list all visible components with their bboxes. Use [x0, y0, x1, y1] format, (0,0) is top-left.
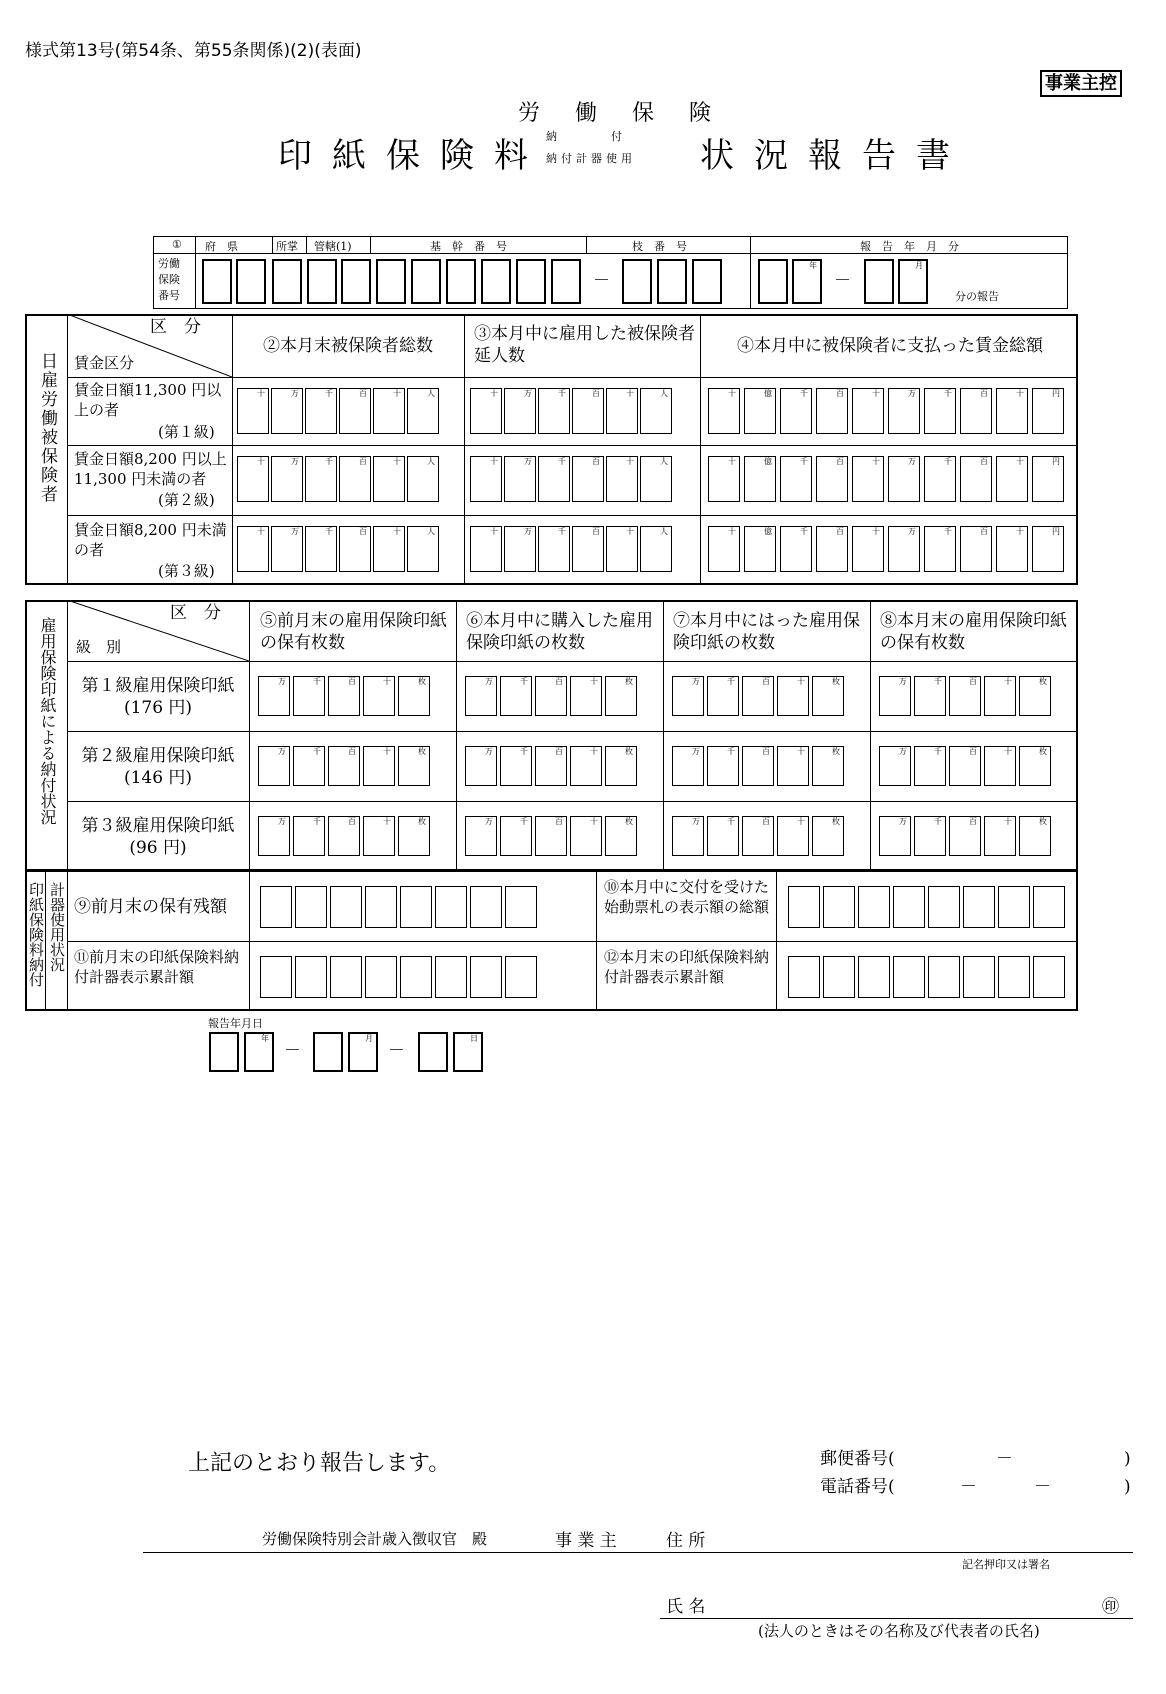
header-division: 区 分: [150, 317, 201, 337]
stamp-count-digit[interactable]: 万: [258, 746, 290, 786]
daily-side-label: 日雇労働被保険者: [37, 352, 57, 504]
seal-note: 記名押印又は署名: [962, 1558, 1050, 1571]
stamp-count-digit[interactable]: 十: [777, 816, 809, 856]
col8-header: ⑧本月末の雇用保険印紙の保有枚数: [880, 611, 1067, 654]
wage-total-digit[interactable]: 千: [924, 456, 956, 502]
stamp-row-price: (146 円): [123, 768, 193, 788]
employed-days-digit[interactable]: 百: [572, 388, 604, 434]
form-number: 様式第13号(第54条、第55条関係)(2)(表面): [25, 41, 362, 61]
meter-balance-digit[interactable]: [435, 886, 467, 928]
insured-count-digit[interactable]: 千: [305, 526, 337, 572]
item11-label: ⑪前月末の印紙保険料納付計器表示累計額: [74, 948, 240, 986]
header-grade: 級 別: [76, 638, 122, 656]
stamp-count-digit[interactable]: 百: [949, 816, 981, 856]
dash: －: [388, 1041, 405, 1061]
meter-balance-digit[interactable]: [470, 886, 502, 928]
stamp-count-digit[interactable]: 十: [363, 746, 395, 786]
meter-balance-digit[interactable]: [330, 886, 362, 928]
col6-header: ⑥本月中に購入した雇用保険印紙の枚数: [466, 611, 653, 654]
stamp-count-digit[interactable]: 百: [949, 746, 981, 786]
employed-days-digit[interactable]: 千: [538, 388, 570, 434]
employed-days-digit[interactable]: 十: [606, 456, 638, 502]
stamp-count-digit[interactable]: 千: [707, 746, 739, 786]
digit-box[interactable]: [551, 259, 581, 304]
insured-count-digit[interactable]: 万: [271, 456, 303, 502]
insured-count-digit[interactable]: 十: [237, 388, 269, 434]
wage-total-digit[interactable]: 十: [996, 456, 1028, 502]
title-main-right: 状況報告書: [700, 136, 970, 176]
meter-balance-digit[interactable]: [400, 886, 432, 928]
stamp-row-label: 第１級雇用保険印紙: [81, 676, 235, 696]
wage-total-digit[interactable]: 十: [996, 388, 1028, 434]
digit-box[interactable]: [516, 259, 546, 304]
dash: －: [593, 271, 610, 291]
name-line: [660, 1618, 1133, 1619]
stamp-row-price: (176 円): [123, 698, 193, 718]
stamp-count-digit[interactable]: 百: [328, 816, 360, 856]
stamp-count-digit[interactable]: 百: [742, 816, 774, 856]
report-month-box[interactable]: 月: [348, 1032, 378, 1072]
report-date-label: 報告年月日: [208, 1017, 263, 1030]
wage-total-digit[interactable]: 万: [888, 526, 920, 572]
employed-days-digit[interactable]: 人: [640, 388, 672, 434]
stamp-row-price: (96 円): [129, 838, 187, 858]
item10-label: ⑩本月中に交付を受けた始動票札の表示額の総額: [604, 878, 770, 916]
stamp-count-digit[interactable]: 万: [879, 676, 911, 716]
branch-digit-box[interactable]: [622, 259, 652, 304]
stamp-count-digit[interactable]: 千: [293, 746, 325, 786]
meter-curr-total-digit[interactable]: [928, 956, 960, 998]
meter-issued-digit[interactable]: [858, 886, 890, 928]
col3-header: ③本月中に雇用した被保険者延人数: [474, 324, 695, 367]
stamp-count-digit[interactable]: 百: [535, 676, 567, 716]
digit-box[interactable]: [341, 259, 371, 304]
stamp-count-digit[interactable]: 万: [258, 676, 290, 716]
employed-days-digit[interactable]: 十: [470, 526, 502, 572]
month-box[interactable]: [864, 259, 894, 304]
postal-close: ): [1124, 1449, 1131, 1469]
seal-mark: ㊞: [1102, 1597, 1119, 1617]
digit-box[interactable]: [481, 259, 511, 304]
meter-balance-digit[interactable]: [295, 886, 327, 928]
stamp-count-digit[interactable]: 千: [914, 676, 946, 716]
employed-days-digit[interactable]: 十: [606, 526, 638, 572]
col-jurisdiction: 管轄(1): [314, 240, 352, 253]
stamp-count-digit[interactable]: 十: [363, 676, 395, 716]
report-year-box[interactable]: [209, 1032, 239, 1072]
employed-days-digit[interactable]: 十: [606, 388, 638, 434]
col4-header: ④本月中に被保険者に支払った賃金総額: [737, 336, 1043, 356]
stamp-count-digit[interactable]: 枚: [1019, 746, 1051, 786]
stamp-count-digit[interactable]: 千: [914, 816, 946, 856]
meter-curr-total-digit[interactable]: [858, 956, 890, 998]
stamp-count-digit[interactable]: 千: [707, 816, 739, 856]
title-sub-bottom: 納付計器使用: [546, 152, 636, 165]
phone-label: 電話番号(: [820, 1477, 895, 1497]
meter-balance-digit[interactable]: [260, 886, 292, 928]
stamp-count-digit[interactable]: 枚: [812, 746, 844, 786]
insurance-number-label: 労働 保険 番号: [158, 257, 180, 302]
stamp-count-digit[interactable]: 千: [500, 746, 532, 786]
wage-total-digit[interactable]: 億: [744, 388, 776, 434]
stamp-count-digit[interactable]: 万: [879, 816, 911, 856]
stamp-count-digit[interactable]: 百: [742, 746, 774, 786]
wage-total-digit[interactable]: 円: [1032, 456, 1064, 502]
meter-issued-digit[interactable]: [998, 886, 1030, 928]
stamp-count-digit[interactable]: 枚: [398, 676, 430, 716]
stamp-count-digit[interactable]: 万: [465, 746, 497, 786]
meter-issued-digit[interactable]: [1033, 886, 1065, 928]
stamp-row-label: 第２級雇用保険印紙: [81, 746, 235, 766]
stamp-count-digit[interactable]: 千: [500, 676, 532, 716]
meter-side-label-b: 計器使用状況: [48, 882, 66, 972]
title-main-left: 印紙保険料: [278, 136, 548, 176]
meter-curr-total-digit[interactable]: [1033, 956, 1065, 998]
dash: －: [834, 271, 851, 291]
stamp-count-digit[interactable]: 枚: [605, 746, 637, 786]
insured-count-digit[interactable]: 十: [237, 526, 269, 572]
phone-close: ): [1124, 1477, 1131, 1497]
digit-box[interactable]: [446, 259, 476, 304]
stamp-count-digit[interactable]: 枚: [605, 676, 637, 716]
insured-count-digit[interactable]: 万: [271, 526, 303, 572]
name-label: 氏 名: [666, 1597, 706, 1617]
employer-label: 事 業 主: [555, 1531, 617, 1551]
postal-label: 郵便番号(: [820, 1449, 895, 1469]
employed-days-digit[interactable]: 千: [538, 526, 570, 572]
stamp-count-digit[interactable]: 百: [949, 676, 981, 716]
wage-total-digit[interactable]: 十: [708, 456, 740, 502]
wage-total-digit[interactable]: 百: [816, 388, 848, 434]
col5-header: ⑤前月末の雇用保険印紙の保有枚数: [260, 611, 447, 654]
statement: 上記のとおり報告します。: [188, 1451, 451, 1476]
report-day-box[interactable]: [418, 1032, 448, 1072]
digit-box[interactable]: [307, 259, 337, 304]
wage-total-digit[interactable]: 十: [852, 526, 884, 572]
insured-count-digit[interactable]: 百: [339, 456, 371, 502]
digit-box[interactable]: [202, 259, 232, 304]
insured-count-digit[interactable]: 百: [339, 388, 371, 434]
meter-curr-total-digit[interactable]: [893, 956, 925, 998]
wage-total-digit[interactable]: 万: [888, 388, 920, 434]
employed-days-digit[interactable]: 百: [572, 526, 604, 572]
meter-balance-digit[interactable]: [505, 886, 537, 928]
meter-curr-total-digit[interactable]: [998, 956, 1030, 998]
daily-row-label: 賃金日額8,200 円未満の者: [74, 521, 227, 559]
stamp-count-digit[interactable]: 十: [777, 676, 809, 716]
stamp-count-digit[interactable]: 十: [363, 816, 395, 856]
stamp-count-digit[interactable]: 枚: [1019, 816, 1051, 856]
wage-total-digit[interactable]: 百: [960, 456, 992, 502]
digit-box[interactable]: [411, 259, 441, 304]
stamp-side-label: 雇用保険印紙による納付状況: [38, 617, 57, 825]
item9-label: ⑨前月末の保有残額: [74, 897, 227, 917]
stamp-count-digit[interactable]: 十: [984, 816, 1016, 856]
year-box[interactable]: 年: [792, 259, 822, 304]
wage-total-digit[interactable]: 十: [996, 526, 1028, 572]
wage-total-digit[interactable]: 億: [744, 456, 776, 502]
meter-prev-total-digit[interactable]: [260, 956, 292, 998]
stamp-row-label: 第３級雇用保険印紙: [81, 816, 235, 836]
dash: －: [284, 1041, 301, 1061]
insured-count-digit[interactable]: 人: [407, 526, 439, 572]
stamp-count-digit[interactable]: 枚: [812, 676, 844, 716]
meter-issued-digit[interactable]: [788, 886, 820, 928]
stamp-count-digit[interactable]: 十: [777, 746, 809, 786]
stamp-count-digit[interactable]: 万: [672, 676, 704, 716]
stamp-count-digit[interactable]: 万: [465, 816, 497, 856]
stamp-count-digit[interactable]: 百: [742, 676, 774, 716]
insurance-number-circle: ①: [172, 238, 182, 251]
stamp-count-digit[interactable]: 十: [570, 816, 602, 856]
stamp-count-digit[interactable]: 百: [328, 746, 360, 786]
daily-row-grade: (第３級): [158, 562, 215, 580]
wage-total-digit[interactable]: 千: [924, 388, 956, 434]
col-branch: 枝 番 号: [632, 240, 687, 253]
stamp-count-digit[interactable]: 万: [465, 676, 497, 716]
meter-prev-total-digit[interactable]: [295, 956, 327, 998]
wage-total-digit[interactable]: 千: [780, 526, 812, 572]
insured-count-digit[interactable]: 十: [373, 456, 405, 502]
stamp-count-digit[interactable]: 十: [984, 676, 1016, 716]
report-suffix: 分の報告: [955, 290, 999, 303]
wage-total-digit[interactable]: 十: [852, 388, 884, 434]
stamp-count-digit[interactable]: 枚: [398, 746, 430, 786]
wage-total-digit[interactable]: 百: [816, 526, 848, 572]
stamp-count-digit[interactable]: 枚: [398, 816, 430, 856]
insured-count-digit[interactable]: 人: [407, 388, 439, 434]
address-label: 住 所: [666, 1531, 706, 1551]
report-year-box[interactable]: 年: [244, 1032, 274, 1072]
meter-issued-digit[interactable]: [963, 886, 995, 928]
year-box[interactable]: [758, 259, 788, 304]
wage-total-digit[interactable]: 百: [960, 526, 992, 572]
insured-count-digit[interactable]: 千: [305, 456, 337, 502]
month-box[interactable]: 月: [898, 259, 928, 304]
insured-count-digit[interactable]: 万: [271, 388, 303, 434]
stamp-count-digit[interactable]: 百: [328, 676, 360, 716]
stamp-count-digit[interactable]: 十: [984, 746, 1016, 786]
stamp-count-digit[interactable]: 万: [672, 746, 704, 786]
employed-days-digit[interactable]: 百: [572, 456, 604, 502]
insured-count-digit[interactable]: 十: [373, 526, 405, 572]
employed-days-digit[interactable]: 万: [504, 526, 536, 572]
meter-balance-digit[interactable]: [365, 886, 397, 928]
insured-count-digit[interactable]: 千: [305, 388, 337, 434]
col2-header: ②本月末被保険者総数: [263, 336, 433, 356]
wage-total-digit[interactable]: 億: [744, 526, 776, 572]
branch-digit-box[interactable]: [692, 259, 722, 304]
wage-total-digit[interactable]: 十: [852, 456, 884, 502]
meter-prev-total-digit[interactable]: [400, 956, 432, 998]
wage-total-digit[interactable]: 百: [816, 456, 848, 502]
employed-days-digit[interactable]: 万: [504, 388, 536, 434]
stamp-count-digit[interactable]: 万: [879, 746, 911, 786]
digit-box[interactable]: [236, 259, 266, 304]
daily-row-grade: (第２級): [158, 491, 215, 509]
digit-box[interactable]: [272, 259, 302, 304]
insured-count-digit[interactable]: 十: [237, 456, 269, 502]
copy-label: 事業主控: [1040, 70, 1122, 97]
stamp-count-digit[interactable]: 千: [707, 676, 739, 716]
col-office: 所掌: [276, 240, 298, 253]
title-top: 労 働 保 険: [518, 101, 725, 126]
stamp-count-digit[interactable]: 万: [258, 816, 290, 856]
daily-row-label: 賃金日額11,300 円以上の者: [74, 381, 222, 419]
stamp-count-digit[interactable]: 百: [535, 746, 567, 786]
stamp-count-digit[interactable]: 万: [672, 816, 704, 856]
report-day-box[interactable]: 日: [453, 1032, 483, 1072]
meter-curr-total-digit[interactable]: [963, 956, 995, 998]
insured-count-digit[interactable]: 人: [407, 456, 439, 502]
wage-total-digit[interactable]: 千: [780, 456, 812, 502]
header-division: 区 分: [170, 603, 221, 623]
report-month-box[interactable]: [313, 1032, 343, 1072]
header-wage-class: 賃金区分: [74, 354, 135, 372]
wage-total-digit[interactable]: 万: [888, 456, 920, 502]
postal-dash: －: [996, 1449, 1013, 1469]
wage-total-digit[interactable]: 円: [1032, 526, 1064, 572]
stamp-count-digit[interactable]: 百: [535, 816, 567, 856]
stamp-count-digit[interactable]: 枚: [812, 816, 844, 856]
col-pref: 府 県: [205, 240, 238, 253]
meter-prev-total-digit[interactable]: [330, 956, 362, 998]
employed-days-digit[interactable]: 人: [640, 526, 672, 572]
address-line: [143, 1552, 1133, 1553]
stamp-count-digit[interactable]: 千: [914, 746, 946, 786]
stamp-count-digit[interactable]: 千: [293, 816, 325, 856]
phone-dash-1: －: [960, 1477, 977, 1497]
employed-days-digit[interactable]: 十: [470, 388, 502, 434]
employed-days-digit[interactable]: 十: [470, 456, 502, 502]
corp-note: (法人のときはその名称及び代表者の氏名): [758, 1622, 1040, 1640]
meter-curr-total-digit[interactable]: [823, 956, 855, 998]
digit-box[interactable]: [376, 259, 406, 304]
wage-total-digit[interactable]: 円: [1032, 388, 1064, 434]
col-base: 基 幹 番 号: [430, 240, 507, 253]
wage-total-digit[interactable]: 十: [708, 388, 740, 434]
wage-total-digit[interactable]: 十: [708, 526, 740, 572]
stamp-count-digit[interactable]: 十: [570, 676, 602, 716]
title-sub-top: 納 付: [546, 130, 624, 143]
meter-issued-digit[interactable]: [893, 886, 925, 928]
col-report: 報 告 年 月 分: [860, 240, 959, 253]
meter-curr-total-digit[interactable]: [788, 956, 820, 998]
phone-dash-2: －: [1034, 1477, 1051, 1497]
meter-prev-total-digit[interactable]: [435, 956, 467, 998]
addressee: 労働保険特別会計歳入徴収官 殿: [262, 1530, 488, 1548]
meter-issued-digit[interactable]: [928, 886, 960, 928]
meter-side-label-a: 印紙保険料納付: [27, 882, 45, 987]
stamp-count-digit[interactable]: 千: [500, 816, 532, 856]
meter-prev-total-digit[interactable]: [470, 956, 502, 998]
insured-count-digit[interactable]: 百: [339, 526, 371, 572]
meter-prev-total-digit[interactable]: [365, 956, 397, 998]
meter-prev-total-digit[interactable]: [505, 956, 537, 998]
daily-row-label: 賃金日額8,200 円以上 11,300 円未満の者: [74, 450, 227, 488]
branch-digit-box[interactable]: [657, 259, 687, 304]
item12-label: ⑫本月末の印紙保険料納付計器表示累計額: [604, 948, 770, 986]
employed-days-digit[interactable]: 万: [504, 456, 536, 502]
meter-issued-digit[interactable]: [823, 886, 855, 928]
stamp-count-digit[interactable]: 千: [293, 676, 325, 716]
stamp-count-digit[interactable]: 枚: [1019, 676, 1051, 716]
stamp-count-digit[interactable]: 枚: [605, 816, 637, 856]
wage-total-digit[interactable]: 千: [924, 526, 956, 572]
col7-header: ⑦本月中にはった雇用保険印紙の枚数: [673, 611, 860, 654]
daily-row-grade: (第１級): [158, 423, 215, 441]
insured-count-digit[interactable]: 十: [373, 388, 405, 434]
employed-days-digit[interactable]: 人: [640, 456, 672, 502]
employed-days-digit[interactable]: 千: [538, 456, 570, 502]
wage-total-digit[interactable]: 千: [780, 388, 812, 434]
stamp-count-digit[interactable]: 十: [570, 746, 602, 786]
wage-total-digit[interactable]: 百: [960, 388, 992, 434]
